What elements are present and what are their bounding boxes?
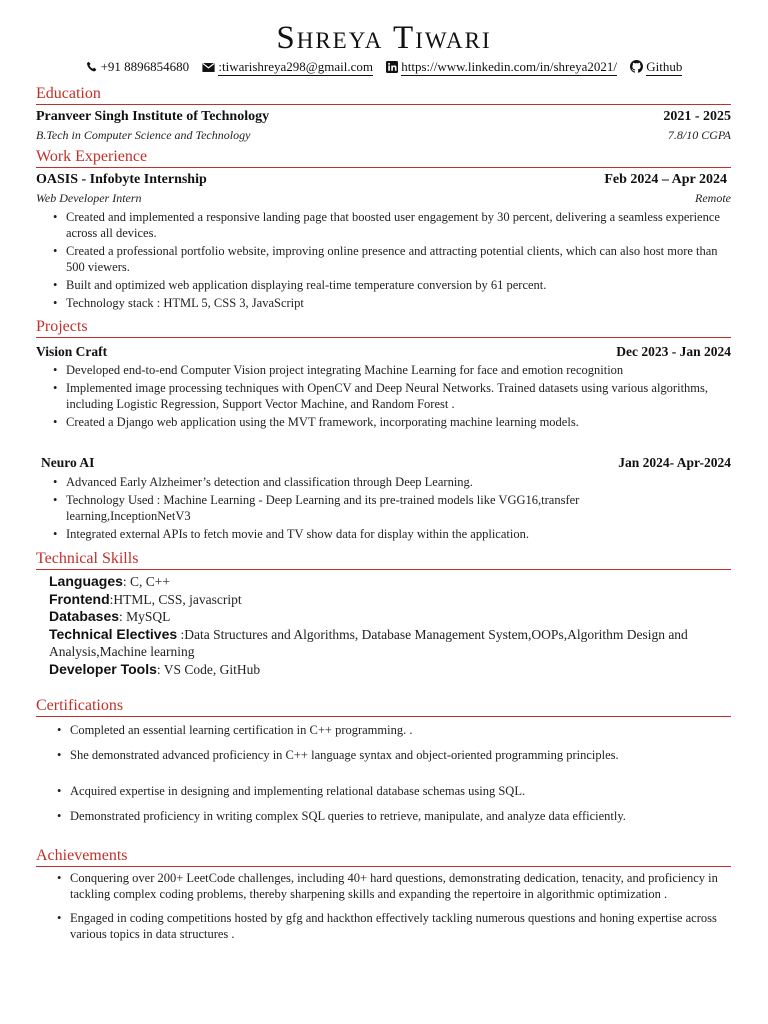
experience-detail [36, 191, 731, 207]
email-contact[interactable] [202, 59, 373, 75]
degree: B.Tech in Computer Science and Technology [36, 128, 251, 142]
list-item: • Built and optimized web application displaying real-time temperature conversion by 61 percent. [36, 277, 726, 293]
project-name: Neuro AI [41, 455, 95, 470]
github-contact[interactable] [630, 59, 682, 75]
linkedin-link[interactable]: https://www.linkedin.com/in/shreya2021/ [401, 59, 618, 74]
list-item: • Technology stack : HTML 5, CSS 3, JavaScript [36, 295, 726, 311]
linkedin-icon [386, 61, 398, 73]
skill-key: Languages [49, 573, 123, 589]
skill-value: :Data Structures and Algorithms, Database Management System,OOPs,Algorithm Design and Analysis,Machine learning [49, 626, 688, 659]
email-link[interactable]: :tiwarishreya298@gmail.com [218, 59, 373, 74]
project-entry [36, 455, 731, 473]
project-bullets [36, 362, 726, 430]
education-detail [36, 128, 731, 144]
skill-value: :HTML, CSS, javascript [109, 591, 242, 607]
skill-row [49, 591, 734, 609]
achievement-bullets [40, 870, 720, 942]
project-name: Vision Craft [36, 344, 108, 359]
experience-dates: Feb 2024 – Apr 2024 [604, 172, 727, 187]
experience-org: OASIS - Infobyte Internship [36, 172, 207, 187]
project-dates: Dec 2023 - Jan 2024 [616, 344, 731, 359]
experience-role: Web Developer Intern [36, 191, 142, 205]
experience-entry [36, 172, 731, 190]
school-name: Pranveer Singh Institute of Technology [36, 109, 270, 124]
list-item: • Acquired expertise in designing and implementing relational database schemas using SQL. [40, 783, 730, 799]
project-dates: Jan 2024- Apr-2024 [618, 455, 731, 470]
phone-number: +91 8896854680 [100, 59, 190, 74]
project-entry [36, 344, 731, 362]
list-item: • Created a professional portfolio website, improving online presence and attracting potential clients, which can also host more than 500 viewers. [36, 243, 726, 275]
list-item: • Implemented image processing techniques with OpenCV and Deep Neural Networks. Trained datasets using various algorithms, including Logistic Regression, Support Vector Machine, and Random Forest . [36, 380, 726, 412]
skill-key: Databases [49, 608, 120, 624]
experience-location: Remote [695, 191, 731, 205]
github-icon [630, 60, 643, 73]
list-item: • Technology Used : Machine Learning - Deep Learning and its pre-trained models like VGG16,transfer learning,InceptionNetV3 [36, 492, 706, 524]
gpa: 7.8/10 CGPA [667, 128, 731, 142]
list-item: • Integrated external APIs to fetch movie and TV show data for display within the application. [36, 526, 706, 542]
section-heading-education: Education [36, 85, 731, 105]
linkedin-contact[interactable] [386, 59, 617, 75]
list-item: • Conquering over 200+ LeetCode challenges, including 40+ hard questions, demonstrating dedication, tenacity, and proficiency in tackling complex coding problems, thereby sharpening skills and expanding the repertoire in algorithmic optimization . [40, 870, 720, 902]
education-years: 2021 - 2025 [663, 109, 731, 124]
project-bullets [36, 474, 706, 542]
section-heading-experience: Work Experience [36, 148, 731, 168]
phone-icon [86, 61, 98, 73]
skill-row [49, 661, 734, 679]
skill-value: : C, C++ [122, 574, 171, 589]
skill-key: Frontend [49, 590, 110, 607]
skill-key: Technical Electives [49, 625, 178, 642]
skill-row [49, 608, 734, 626]
contact-bar [0, 59, 768, 75]
skill-row [49, 626, 734, 661]
list-item: • Engaged in coding competitions hosted by gfg and hackthon effectively tackling numerous questions and honing expertise across various topics in data structures . [40, 910, 720, 942]
skill-value: : MySQL [119, 609, 171, 624]
section-heading-projects: Projects [36, 318, 731, 338]
list-item: • Developed end-to-end Computer Vision project integrating Machine Learning for face and emotion recognition [36, 362, 726, 378]
education-entry [36, 109, 731, 127]
list-item: • Created and implemented a responsive landing page that boosted user engagement by 30 percent, delivering a seamless experience across all devices. [36, 209, 726, 241]
list-item: • Demonstrated proficiency in writing complex SQL queries to retrieve, manipulate, and analyze data efficiently. [40, 808, 730, 824]
skills-list [49, 573, 734, 678]
envelope-icon [202, 62, 215, 73]
skill-row [49, 573, 734, 591]
section-heading-certifications: Certifications [36, 697, 731, 717]
section-heading-achievements: Achievements [36, 847, 731, 867]
section-heading-skills: Technical Skills [36, 550, 731, 570]
experience-bullets [36, 209, 726, 311]
certification-bullets [40, 722, 730, 824]
skill-key: Developer Tools [49, 660, 157, 677]
github-link[interactable]: Github [646, 59, 683, 74]
list-item: • She demonstrated advanced proficiency in C++ language syntax and object-oriented programming principles. [40, 747, 730, 763]
candidate-name: Shreya Tiwari [276, 20, 492, 56]
list-item: • Advanced Early Alzheimer’s detection and classification through Deep Learning. [36, 474, 706, 490]
phone-contact [86, 59, 190, 75]
skill-value: : VS Code, GitHub [156, 661, 261, 677]
list-item: • Completed an essential learning certification in C++ programming. . [40, 722, 730, 738]
list-item: • Created a Django web application using the MVT framework, incorporating machine learning models. [36, 414, 726, 430]
